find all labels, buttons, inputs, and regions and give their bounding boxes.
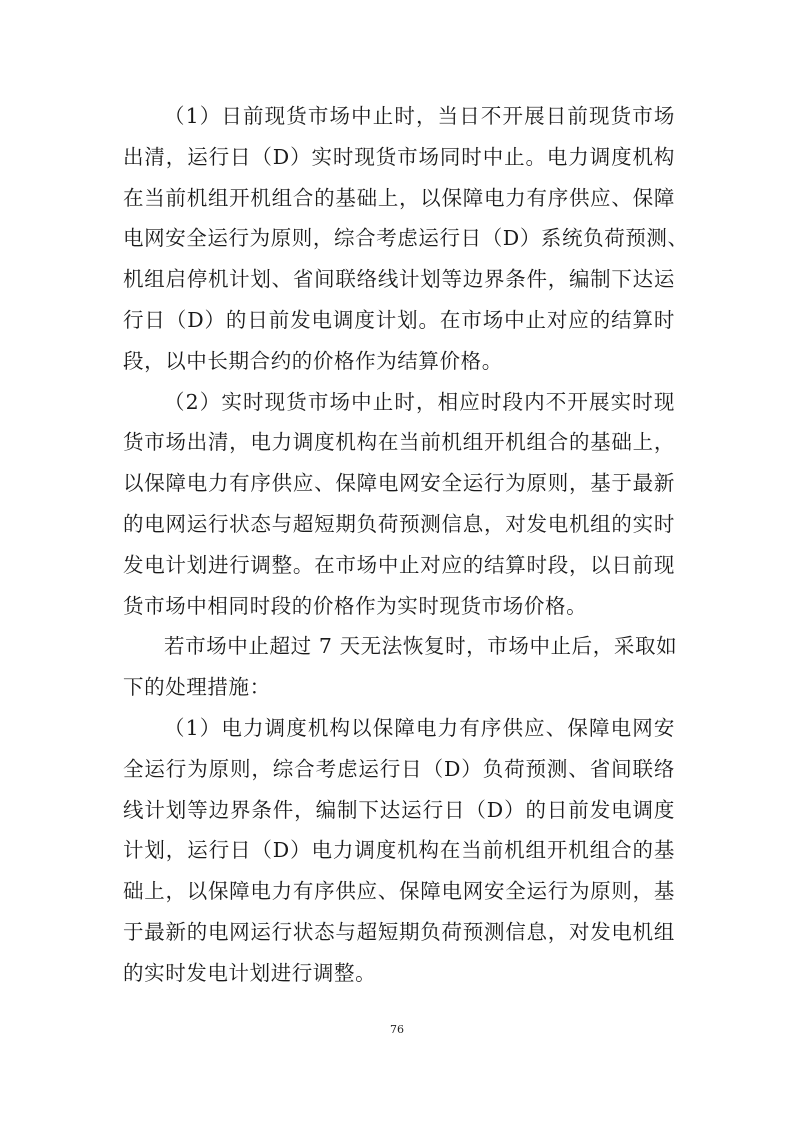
text-line: （1）日前现货市场中止时，当日不开展日前现货市场	[164, 104, 675, 128]
text-line: 线计划等边界条件，编制下达运行日（D）的日前发电调度	[123, 797, 675, 822]
text-line: 础上，以保障电力有序供应、保障电网安全运行为原则，基	[123, 879, 675, 904]
text-line: （2）实时现货市场中止时，相应时段内不开展实时现	[164, 389, 675, 414]
page-number: 76	[390, 1023, 404, 1036]
document-body	[123, 96, 689, 994]
paragraph-day-ahead-suspension	[123, 96, 689, 382]
text-line: 于最新的电网运行状态与超短期负荷预测信息，对发电机组	[123, 919, 675, 944]
text-line: 的电网运行状态与超短期负荷预测信息，对发电机组的实时	[123, 511, 675, 536]
text-line: （1）电力调度机构以保障电力有序供应、保障电网安	[164, 715, 675, 740]
text-line: 若市场中止超过 7 天无法恢复时，市场中止后，采取如	[164, 634, 678, 659]
text-line: 段，以中长期合约的价格作为结算价格。	[123, 348, 503, 373]
text-line: 货市场出清，电力调度机构在当前机组开机组合的基础上，	[123, 430, 675, 455]
text-line: 全运行为原则，综合考虑运行日（D）负荷预测、省间联络	[123, 756, 675, 781]
text-line: 发电计划进行调整。在市场中止对应的结算时段，以日前现	[123, 552, 675, 577]
paragraph-real-time-suspension	[123, 382, 675, 627]
text-line: 以保障电力有序供应、保障电网安全运行为原则，基于最新	[123, 471, 675, 496]
text-line: 下的处理措施：	[123, 675, 271, 700]
text-line: 机组启停机计划、省间联络线计划等边界条件，编制下达运	[123, 267, 675, 292]
text-line: 行日（D）的日前发电调度计划。在市场中止对应的结算时	[123, 307, 675, 332]
text-line: 货市场中相同时段的价格作为实时现货市场价格。	[123, 593, 588, 618]
paragraph-measure-1	[123, 708, 675, 994]
paragraph-extended-suspension	[123, 626, 678, 708]
text-line: 计划，运行日（D）电力调度机构在当前机组开机组合的基	[123, 838, 675, 863]
text-line: 在当前机组开机组合的基础上，以保障电力有序供应、保障	[123, 185, 675, 210]
text-line: 电网安全运行为原则，综合考虑运行日（D）系统负荷预测、	[123, 226, 689, 251]
text-line: 出清，运行日（D）实时现货市场同时中止。电力调度机构	[123, 144, 675, 169]
text-line: 的实时发电计划进行调整。	[123, 960, 377, 985]
